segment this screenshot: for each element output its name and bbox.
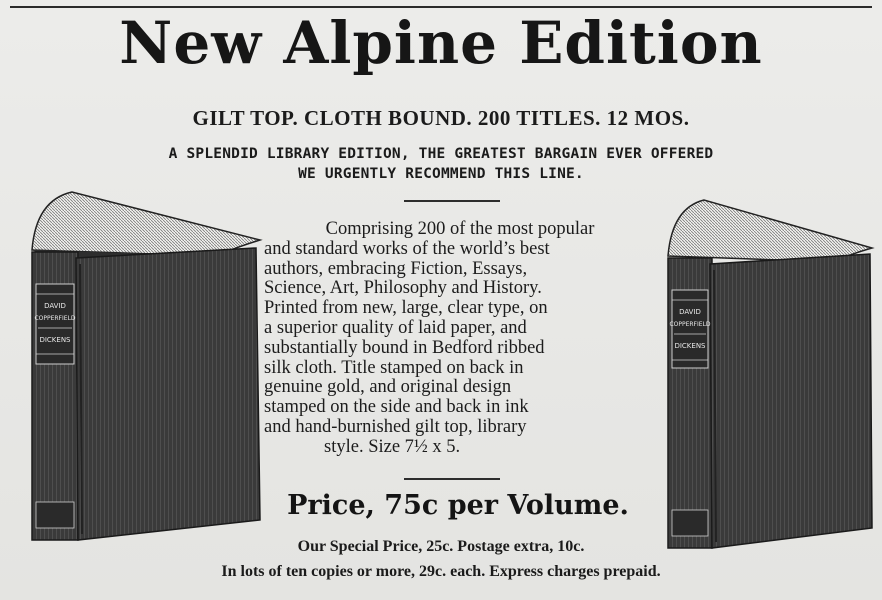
ad-description-line: substantially bound in Bedford ribbed <box>264 337 545 358</box>
ad-description-line: stamped on the side and back in ink <box>264 397 529 418</box>
ad-description-line: Science, Art, Philosophy and History. <box>264 278 542 299</box>
ad-description-line: and hand-burnished gilt top, library <box>264 416 527 437</box>
spine-author-right: DICKENS <box>674 342 706 350</box>
ad-title: New Alpine Edition <box>119 9 763 77</box>
divider-middle <box>404 478 500 480</box>
special-price: Our Special Price, 25c. Postage extra, 10c. <box>297 538 585 555</box>
ad-description-line: authors, embracing Fiction, Essays, <box>264 258 528 279</box>
ad-description <box>264 220 656 458</box>
book-illustration-left <box>28 190 264 542</box>
ad-tagline-line-1: A SPLENDID LIBRARY EDITION, THE GREATEST BARGAIN EVER OFFERED <box>168 146 714 162</box>
spine-title-right-1: DAVID <box>679 308 701 316</box>
ad-subtitle: GILT TOP. CLOTH BOUND. 200 TITLES. 12 MOS. <box>192 106 690 130</box>
ad-description-line: Printed from new, large, clear type, on <box>264 298 548 319</box>
spine-author-left: DICKENS <box>39 336 71 344</box>
divider-upper <box>404 200 500 202</box>
ad-description-line: Comprising 200 of the most popular <box>325 219 595 239</box>
book-illustration-right <box>664 198 876 550</box>
spine-title-left-2: COPPERFIELD <box>34 315 76 322</box>
ad-tagline <box>0 144 882 184</box>
ad-tagline-line-2: WE URGENTLY RECOMMEND THIS LINE. <box>298 166 584 182</box>
bulk-price: In lots of ten copies or more, 29c. each. Express charges prepaid. <box>221 563 661 580</box>
ad-description-line: style. Size 7½ x 5. <box>324 436 461 457</box>
ad-description-line: and standard works of the world’s best <box>264 238 550 259</box>
spine-title-right-2: COPPERFIELD <box>669 321 711 328</box>
ad-description-line: genuine gold, and original design <box>264 377 512 398</box>
top-rule <box>10 6 872 8</box>
ad-description-line: silk cloth. Title stamped on back in <box>264 357 524 378</box>
spine-title-left-1: DAVID <box>44 302 66 310</box>
ad-description-line: a superior quality of laid paper, and <box>264 317 527 338</box>
ad-price: Price, 75c per Volume. <box>287 490 629 521</box>
